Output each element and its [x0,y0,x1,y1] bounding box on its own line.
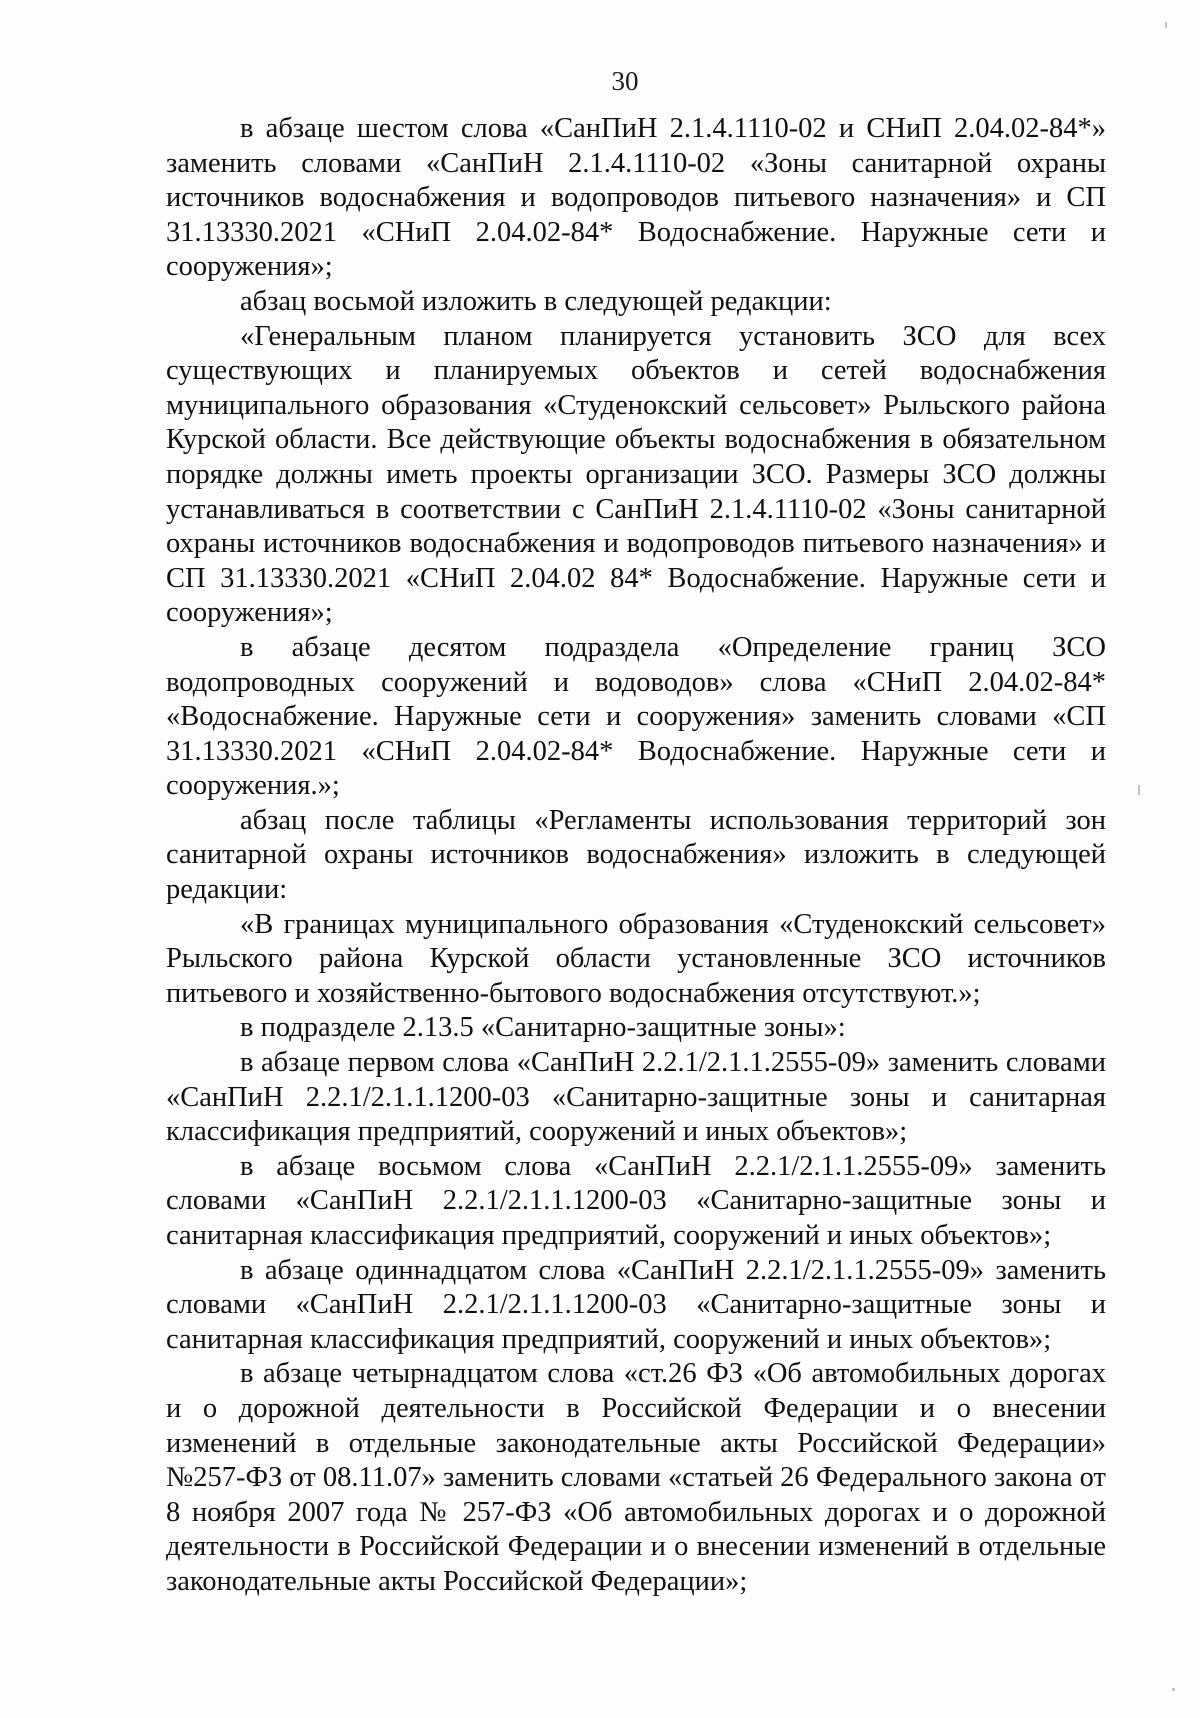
paragraph-7: в подразделе 2.13.5 «Санитарно-защитные зоны»: [240,1012,846,1044]
paragraph-11: в абзаце четырнадцатом слова «ст.26 ФЗ «Об автомобильных дорогах и о дорожной деятельности в Российской Федерации и о внесении изменений в отдельные законодательные акты Российской Федерации» №257-ФЗ от 08.11.07» заменить словами «статьей 26 Федерального закона от 8 ноября 2007 года № 257-ФЗ «Об автомобильных дорогах и о дорожной деятельности в Российской Федерации и о внесении изменений в отдельные законодательные акты Российской Федерации»; [166,1358,1106,1597]
paragraph-6: «В границах муниципального образования «Студенокский сельсовет» Рыльского района Курской области установленные ЗСО источников питьевого и хозяйственно-бытового водоснабжения отсутствуют.»; [166,908,1106,1009]
scan-speck [1172,1688,1175,1691]
paragraph-3: «Генеральным планом планируется установить ЗСО для всех существующих и планируемых объектов и сетей водоснабжения муниципального образования «Студенокский сельсовет» Рыльского района Курской области. Все действующие объекты водоснабжения в обязательном порядке должны иметь проекты организации ЗСО. Размеры ЗСО должны устанавливаться в соответствии с СанПиН 2.1.4.1110-02 «Зоны санитарной охраны источников водоснабжения и водопроводов питьевого назначения» и СП 31.13330.2021 «СНиП 2.04.02 84* Водоснабжение. Наружные сети и сооружения»; [166,320,1106,629]
paragraph-10: в абзаце одиннадцатом слова «СанПиН 2.2.1/2.1.1.2555-09» заменить словами «СанПиН 2.2.1/2.1.1.1200-03 «Санитарно-защитные зоны и санитарная классификация предприятий, сооружений и иных объектов»; [166,1254,1106,1355]
paragraph-9: в абзаце восьмом слова «СанПиН 2.2.1/2.1.1.2555-09» заменить словами «СанПиН 2.2.1/2.1.1.1200-03 «Санитарно-защитные зоны и санитарная классификация предприятий, сооружений и иных объектов»; [166,1150,1106,1251]
paragraph-4: в абзаце десятом подраздела «Определение границ ЗСО водопроводных сооружений и водоводов» слова «СНиП 2.04.02-84* «Водоснабжение. Наружные сети и сооружения» заменить словами «СП 31.13330.2021 «СНиП 2.04.02-84* Водоснабжение. Наружные сети и сооружения.»; [166,631,1106,802]
paragraph-1: в абзаце шестом слова «СанПиН 2.1.4.1110-02 и СНиП 2.04.02-84*» заменить словами «СанПиН 2.1.4.1110-02 «Зоны санитарной охраны источников водоснабжения и водопроводов питьевого назначения» и СП 31.13330.2021 «СНиП 2.04.02-84* Водоснабжение. Наружные сети и сооружения»; [166,113,1106,283]
scan-speck [1165,22,1167,28]
paragraph-5: абзац после таблицы «Регламенты использования территорий зон санитарной охраны источников водоснабжения» изложить в следующей редакции: [166,804,1106,906]
paragraph-2: абзац восьмой изложить в следующей редакции: [240,285,832,317]
scan-speck [1138,785,1140,795]
paragraph-8: в абзаце первом слова «СанПиН 2.2.1/2.1.1.2555-09» заменить словами «СанПиН 2.2.1/2.1.1.1200-03 «Санитарно-защитные зоны и санитарная классификация предприятий, сооружений и иных объектов»; [166,1047,1106,1148]
document-body [166,112,1106,1600]
page-number: 30 [611,66,639,96]
